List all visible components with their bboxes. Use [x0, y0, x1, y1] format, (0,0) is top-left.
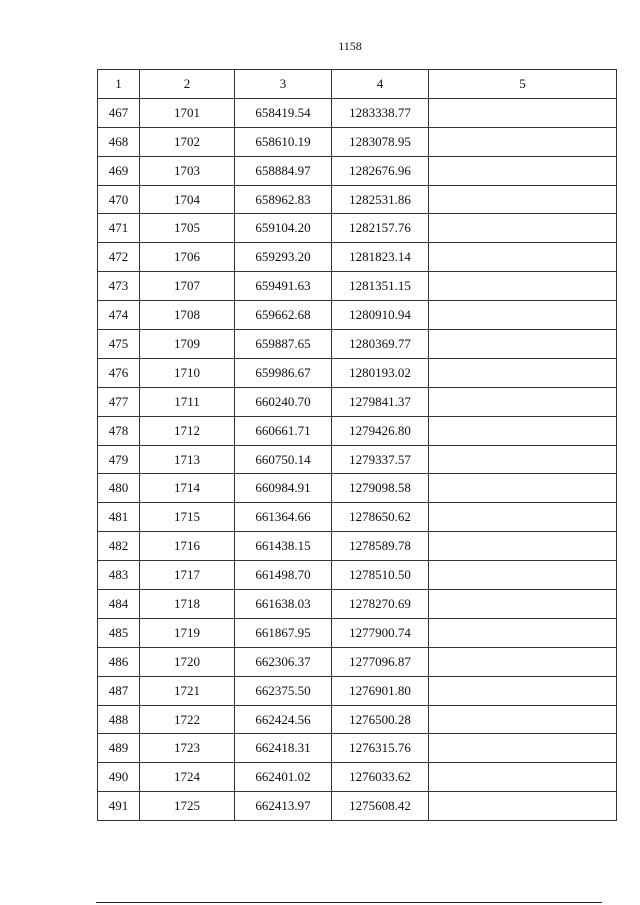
table-cell: 1703: [140, 156, 235, 185]
column-header: 2: [140, 70, 235, 99]
table-cell: 1279841.37: [332, 387, 429, 416]
column-header: 4: [332, 70, 429, 99]
table-cell: 488: [98, 705, 140, 734]
table-cell: [429, 618, 617, 647]
table-cell: 1702: [140, 127, 235, 156]
table-row: [98, 618, 617, 647]
column-header: 3: [235, 70, 332, 99]
table-cell: 660984.91: [235, 474, 332, 503]
table-cell: 658610.19: [235, 127, 332, 156]
table-cell: 1276500.28: [332, 705, 429, 734]
table-cell: 659293.20: [235, 243, 332, 272]
table-cell: 658962.83: [235, 185, 332, 214]
table-cell: [429, 301, 617, 330]
table-cell: [429, 705, 617, 734]
table-cell: [429, 330, 617, 359]
table-row: [98, 214, 617, 243]
table-cell: 1278510.50: [332, 561, 429, 590]
table-row: [98, 734, 617, 763]
table-cell: 1723: [140, 734, 235, 763]
table-cell: 468: [98, 127, 140, 156]
table-cell: 1275608.42: [332, 792, 429, 821]
table-cell: [429, 185, 617, 214]
table-cell: 1718: [140, 590, 235, 619]
table-cell: 660240.70: [235, 387, 332, 416]
table-cell: 661867.95: [235, 618, 332, 647]
table-cell: [429, 156, 617, 185]
table-cell: 487: [98, 676, 140, 705]
table-cell: 1713: [140, 445, 235, 474]
table-cell: 1280369.77: [332, 330, 429, 359]
table-row: [98, 330, 617, 359]
table-cell: [429, 127, 617, 156]
table-cell: 472: [98, 243, 140, 272]
table-cell: 480: [98, 474, 140, 503]
table-cell: 1277096.87: [332, 647, 429, 676]
table-cell: [429, 474, 617, 503]
table-cell: 478: [98, 416, 140, 445]
table-cell: 1716: [140, 532, 235, 561]
coordinates-table: [97, 69, 617, 821]
table-cell: [429, 243, 617, 272]
table-cell: 479: [98, 445, 140, 474]
table-cell: [429, 763, 617, 792]
table-cell: [429, 590, 617, 619]
table-row: [98, 590, 617, 619]
table-cell: 1280193.02: [332, 358, 429, 387]
table-cell: [429, 503, 617, 532]
table-cell: 1279098.58: [332, 474, 429, 503]
table-body: [98, 98, 617, 820]
table-cell: [429, 445, 617, 474]
table-cell: 661638.03: [235, 590, 332, 619]
table-cell: [429, 532, 617, 561]
table-cell: 662401.02: [235, 763, 332, 792]
table-cell: 1724: [140, 763, 235, 792]
table-cell: 659104.20: [235, 214, 332, 243]
table-cell: [429, 387, 617, 416]
table-row: [98, 156, 617, 185]
table-cell: 1725: [140, 792, 235, 821]
table-cell: 1709: [140, 330, 235, 359]
table-cell: 470: [98, 185, 140, 214]
table-row: [98, 185, 617, 214]
table-cell: 485: [98, 618, 140, 647]
table-row: [98, 647, 617, 676]
table-cell: 662418.31: [235, 734, 332, 763]
table-cell: 467: [98, 98, 140, 127]
column-header: 5: [429, 70, 617, 99]
table-cell: 489: [98, 734, 140, 763]
table-cell: 659887.65: [235, 330, 332, 359]
table-row: [98, 98, 617, 127]
table-row: [98, 358, 617, 387]
table-row: [98, 301, 617, 330]
table-cell: [429, 98, 617, 127]
table-row: [98, 474, 617, 503]
table-cell: 481: [98, 503, 140, 532]
table-cell: 662413.97: [235, 792, 332, 821]
table-cell: 1701: [140, 98, 235, 127]
table-cell: 661438.15: [235, 532, 332, 561]
table-cell: 1282531.86: [332, 185, 429, 214]
table-row: [98, 127, 617, 156]
table-cell: 660750.14: [235, 445, 332, 474]
table-cell: [429, 272, 617, 301]
table-cell: 1281823.14: [332, 243, 429, 272]
table-cell: [429, 416, 617, 445]
table-row: [98, 763, 617, 792]
table-row: [98, 561, 617, 590]
table-cell: 658419.54: [235, 98, 332, 127]
table-cell: 1281351.15: [332, 272, 429, 301]
table-cell: 1278650.62: [332, 503, 429, 532]
table-row: [98, 503, 617, 532]
table-row: [98, 676, 617, 705]
table-cell: 1711: [140, 387, 235, 416]
table-row: [98, 243, 617, 272]
footer-rule: [96, 902, 602, 903]
table-cell: 659986.67: [235, 358, 332, 387]
table-cell: 662424.56: [235, 705, 332, 734]
table-row: [98, 387, 617, 416]
table-cell: [429, 214, 617, 243]
table-cell: 469: [98, 156, 140, 185]
table-cell: 1714: [140, 474, 235, 503]
table-cell: 1719: [140, 618, 235, 647]
table-cell: 1276033.62: [332, 763, 429, 792]
table-cell: 477: [98, 387, 140, 416]
table-cell: 490: [98, 763, 140, 792]
column-header: 1: [98, 70, 140, 99]
table-cell: [429, 561, 617, 590]
table-row: [98, 272, 617, 301]
table-cell: [429, 792, 617, 821]
table-cell: 476: [98, 358, 140, 387]
table-cell: 486: [98, 647, 140, 676]
table-cell: 475: [98, 330, 140, 359]
table-cell: 473: [98, 272, 140, 301]
table-cell: 1278589.78: [332, 532, 429, 561]
table-cell: 1282157.76: [332, 214, 429, 243]
table-cell: 1276315.76: [332, 734, 429, 763]
table-cell: [429, 647, 617, 676]
table-cell: 471: [98, 214, 140, 243]
table-cell: 1720: [140, 647, 235, 676]
table-cell: 1282676.96: [332, 156, 429, 185]
table-cell: 484: [98, 590, 140, 619]
table-cell: 1279337.57: [332, 445, 429, 474]
table-cell: 660661.71: [235, 416, 332, 445]
table-row: [98, 792, 617, 821]
table-cell: 659662.68: [235, 301, 332, 330]
table-cell: 1277900.74: [332, 618, 429, 647]
table-cell: 659491.63: [235, 272, 332, 301]
table-cell: 482: [98, 532, 140, 561]
table-cell: 1712: [140, 416, 235, 445]
table-cell: 661364.66: [235, 503, 332, 532]
table-cell: [429, 358, 617, 387]
table-cell: 1283338.77: [332, 98, 429, 127]
table-cell: 662375.50: [235, 676, 332, 705]
table-cell: 661498.70: [235, 561, 332, 590]
table-cell: 1280910.94: [332, 301, 429, 330]
table-cell: 658884.97: [235, 156, 332, 185]
table-cell: 1276901.80: [332, 676, 429, 705]
table-cell: 1715: [140, 503, 235, 532]
table-cell: 483: [98, 561, 140, 590]
table-cell: [429, 734, 617, 763]
table-row: [98, 416, 617, 445]
table-cell: [429, 676, 617, 705]
table-cell: 1704: [140, 185, 235, 214]
table-cell: 1278270.69: [332, 590, 429, 619]
table-cell: 1722: [140, 705, 235, 734]
table-header: [98, 70, 617, 99]
table-cell: 1707: [140, 272, 235, 301]
page-number: 1158: [338, 39, 362, 53]
table-cell: 1279426.80: [332, 416, 429, 445]
table-cell: 1283078.95: [332, 127, 429, 156]
table-cell: 1721: [140, 676, 235, 705]
table-cell: 1705: [140, 214, 235, 243]
table-row: [98, 445, 617, 474]
table-cell: 1717: [140, 561, 235, 590]
table-row: [98, 532, 617, 561]
table-cell: 1706: [140, 243, 235, 272]
table-cell: 662306.37: [235, 647, 332, 676]
table-cell: 1710: [140, 358, 235, 387]
table-cell: 474: [98, 301, 140, 330]
header-row: [98, 70, 617, 99]
table-row: [98, 705, 617, 734]
table-cell: 491: [98, 792, 140, 821]
table-cell: 1708: [140, 301, 235, 330]
